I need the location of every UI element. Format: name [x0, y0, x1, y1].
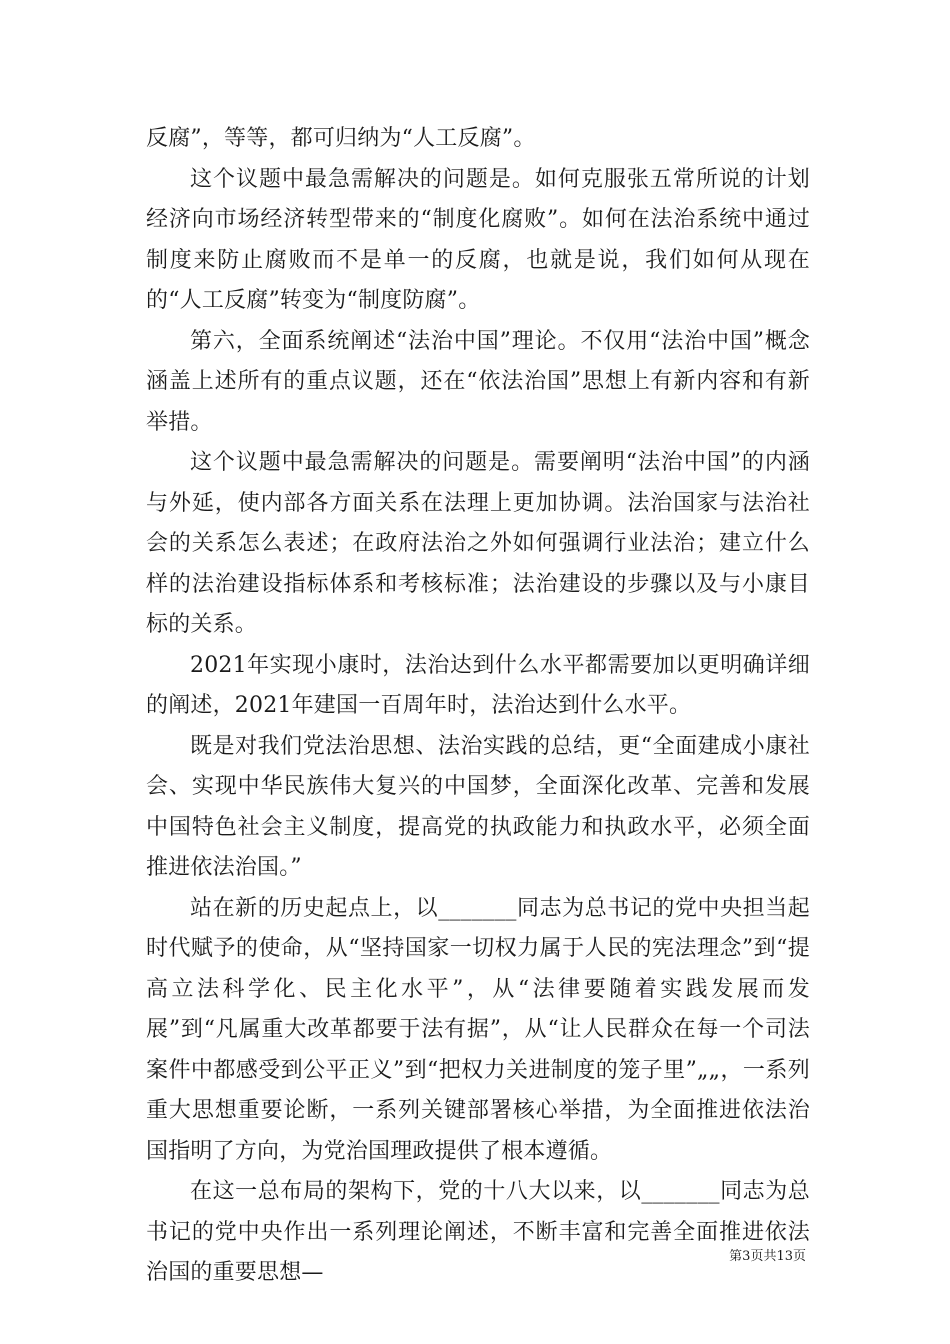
paragraph: 在这一总布局的架构下，党的十八大以来，以_______同志为总书记的党中央作出一系列理论阐述，不断丰富和完善全面推进依法治国的重要思想— — [146, 1179, 810, 1285]
document-body — [146, 119, 810, 1294]
paragraph: 站在新的历史起点上，以_______同志为总书记的党中央担当起时代赋予的使命，从“坚持国家一切权力属于人民的宪法理念”到“提高立法科学化、民主化水平”，从“法律要随着实践发展而发展”到“凡属重大改革都要于法有据”，从“让人民群众在每一个司法案件中都感受到公平正义”到“把权力关进制度的笼子里”„„，一系列重大思想重要论断，一系列关键部署核心举措，为全面推进依法治国指明了方向，为党治国理政提供了根本遵循。 — [146, 895, 810, 1164]
paragraph: 这个议题中最急需解决的问题是。如何克服张五常所说的计划经济向市场经济转型带来的“制度化腐败”。如何在法治系统中通过制度来防止腐败而不是单一的反腐，也就是说，我们如何从现在的“人工反腐”转变为“制度防腐”。 — [146, 166, 810, 313]
paragraph: 2021年实现小康时，法治达到什么水平都需要加以更明确详细的阐述，2021年建国一百周年时，法治达到什么水平。 — [146, 652, 810, 718]
paragraph: 反腐”，等等，都可归纳为“人工反腐”。 — [146, 126, 536, 151]
paragraph: 第六，全面系统阐述“法治中国”理论。不仅用“法治中国”概念涵盖上述所有的重点议题，还在“依法治国”思想上有新内容和有新举措。 — [146, 328, 810, 435]
page-number: 第3页共13页 — [729, 1249, 806, 1264]
paragraph: 既是对我们党法治思想、法治实践的总结，更“全面建成小康社会、实现中华民族伟大复兴的中国梦，全面深化改革、完善和发展中国特色社会主义制度，提高党的执政能力和执政水平，必须全面推进依法治国。” — [146, 733, 810, 880]
paragraph: 这个议题中最急需解决的问题是。需要阐明“法治中国”的内涵与外延，使内部各方面关系在法理上更加协调。法治国家与法治社会的关系怎么表述；在政府法治之外如何强调行业法治；建立什么样的法治建设指标体系和考核标准；法治建设的步骤以及与小康目标的关系。 — [146, 450, 810, 637]
